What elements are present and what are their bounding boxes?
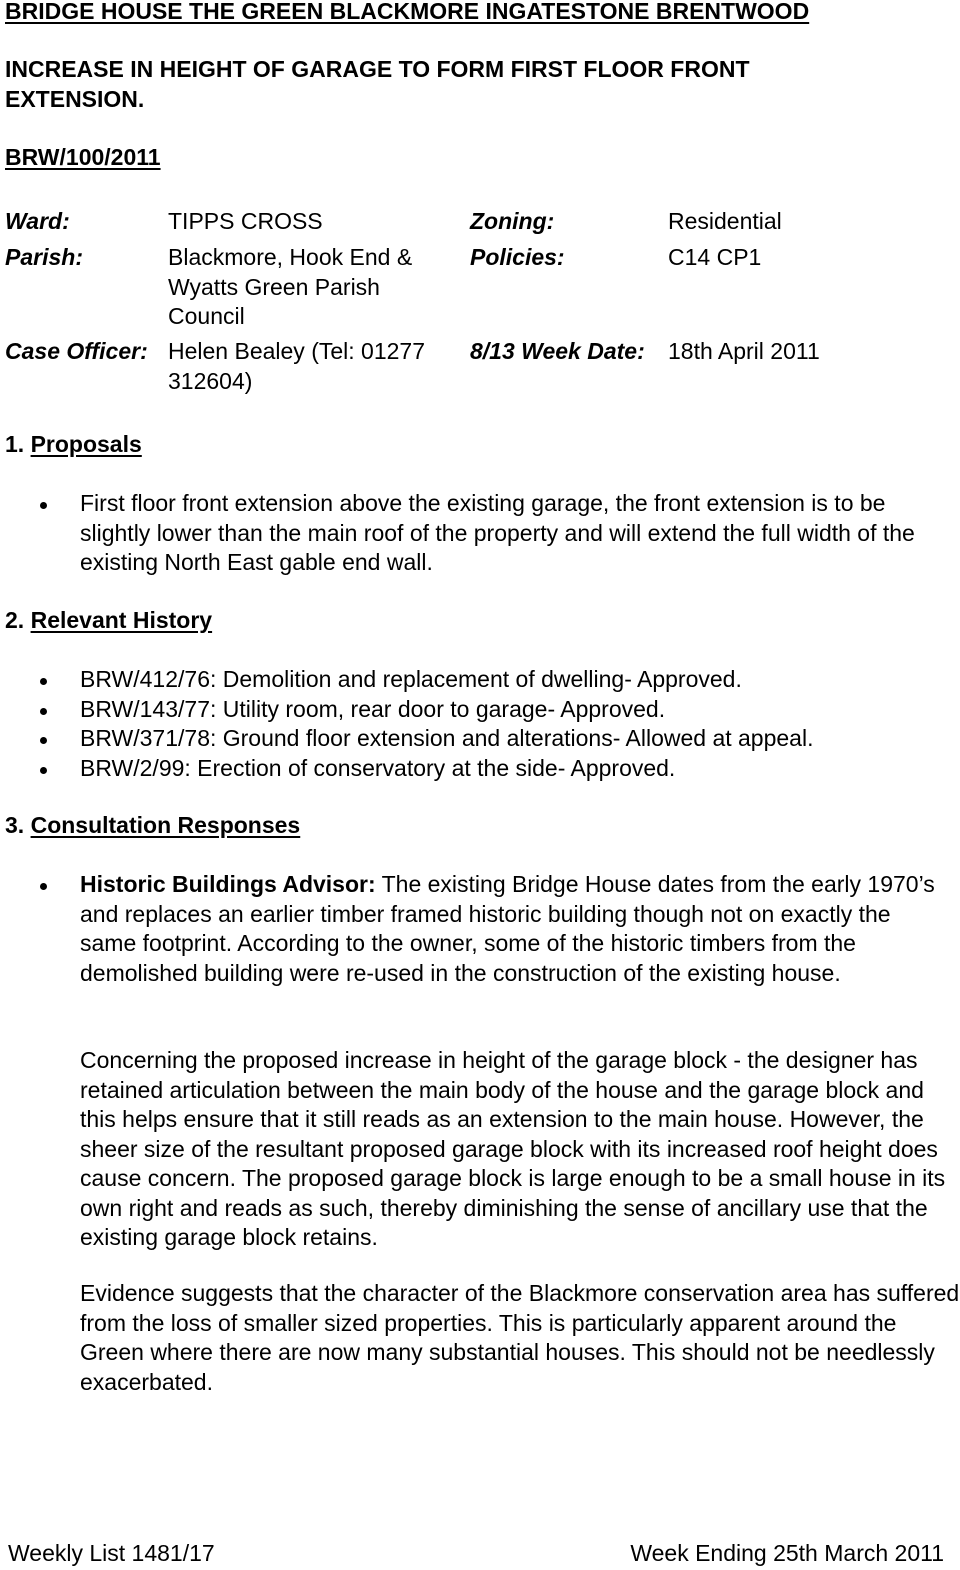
list-item-text: BRW/143/77: Utility room, rear door to garage- Approved. <box>80 695 666 722</box>
history-heading <box>5 606 212 636</box>
proposals-list <box>0 489 940 578</box>
list-item <box>0 695 950 725</box>
list-item-text: First floor front extension above the existing garage, the front extension is to be slightly lower than the main roof of the property and will extend the full width of the existing North East gable end wall. <box>80 490 915 575</box>
application-description: INCREASE IN HEIGHT OF GARAGE TO FORM FIRST FLOOR FRONT EXTENSION. <box>5 56 750 112</box>
case-officer-label: Case Officer: <box>5 338 148 364</box>
parish-label: Parish: <box>5 244 83 270</box>
consultation-number: 3. <box>5 812 25 838</box>
consultation-title: Consultation Responses <box>30 812 301 838</box>
proposals-number: 1. <box>5 431 25 457</box>
list-item <box>0 870 950 988</box>
site-address: BRIDGE HOUSE THE GREEN BLACKMORE INGATESTONE BRENTWOOD <box>5 0 810 24</box>
bullet-icon <box>40 502 47 509</box>
consultation-paragraph-3: Evidence suggests that the character of the Blackmore conservation area has suffered from the loss of smaller sized properties. This is particularly apparent around the Green where there are now many substantial houses. This should not be needlessly exacerbated. <box>80 1280 960 1395</box>
consultation-list <box>0 870 950 988</box>
bullet-icon <box>40 767 47 774</box>
ward-value: TIPPS CROSS <box>168 208 323 234</box>
list-item-text: BRW/412/76: Demolition and replacement of dwelling- Approved. <box>80 666 742 692</box>
proposals-heading <box>5 430 142 460</box>
consultee-name: Historic Buildings Advisor: <box>80 871 376 897</box>
bullet-icon <box>40 678 47 685</box>
policies-value: C14 CP1 <box>668 244 762 270</box>
zoning-value: Residential <box>668 208 782 234</box>
ward-label: Ward: <box>5 208 70 234</box>
zoning-label: Zoning: <box>470 208 555 234</box>
history-title: Relevant History <box>30 607 213 633</box>
footer-weekly-list: Weekly List 1481/17 <box>8 1540 215 1566</box>
application-reference: BRW/100/2011 <box>5 144 161 170</box>
case-officer-value: Helen Bealey (Tel: 01277 312604) <box>168 338 425 394</box>
bullet-icon <box>40 883 47 890</box>
consultation-heading <box>5 811 300 841</box>
bullet-icon <box>40 708 47 715</box>
history-list <box>0 665 950 783</box>
consultation-paragraph-2: Concerning the proposed increase in height of the garage block - the designer has retained articulation between the main body of the house and the garage block and this helps ensure that it still reads as an extension to the main house. However, the sheer size of the resultant proposed garage block with its increased roof height does cause concern. The proposed garage block is large enough to be a small house in its own right and reads as such, thereby diminishing the sense of ancillary use that the existing garage block retains. <box>80 1047 946 1250</box>
list-item <box>0 665 950 695</box>
list-item-text: BRW/371/78: Ground floor extension and alterations- Allowed at appeal. <box>80 725 814 751</box>
consultation-paragraph-1: The existing Bridge House dates from the early 1970’s and replaces an earlier timber framed historic building though not on exactly the same footprint. According to the owner, some of the historic timbers from the demolished building were re-used in the construction of the existing house. <box>80 871 935 986</box>
list-item <box>0 754 950 784</box>
history-number: 2. <box>5 607 25 633</box>
parish-value: Blackmore, Hook End & Wyatts Green Parish Council <box>168 244 413 329</box>
list-item <box>0 489 940 578</box>
list-item-text: BRW/2/99: Erection of conservatory at the side- Approved. <box>80 754 676 781</box>
week-date-label: 8/13 Week Date: <box>470 338 645 364</box>
policies-label: Policies: <box>470 244 565 270</box>
proposals-title: Proposals <box>30 431 142 457</box>
list-item <box>0 724 950 754</box>
bullet-icon <box>40 737 47 744</box>
week-date-value: 18th April 2011 <box>668 338 820 364</box>
footer-week-ending: Week Ending 25th March 2011 <box>630 1540 944 1566</box>
